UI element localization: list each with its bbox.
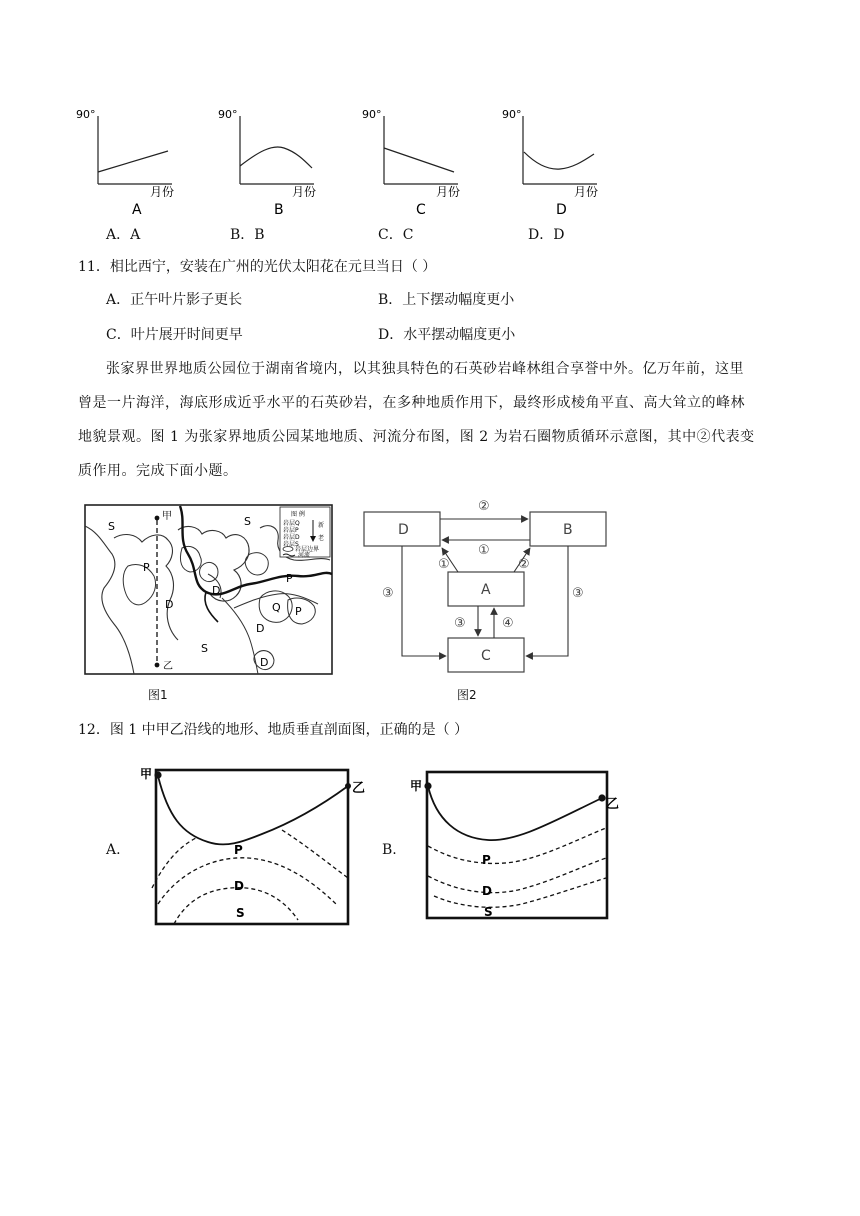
q12-a-label-p: P: [234, 843, 243, 857]
fig2-caption: 图2: [457, 688, 477, 702]
q12-b-label-yi: 乙: [606, 797, 620, 812]
fig1-legend-item-d: 岩层D: [283, 534, 300, 541]
angle-charts: [60, 96, 620, 220]
fig2-arrow-1-left: ①: [438, 557, 450, 572]
fig1-label-d-3: D: [256, 622, 265, 635]
fig2-arrow-4: ④: [502, 616, 514, 631]
fig1-legend-title: 图 例: [291, 511, 305, 518]
chart-d-y-tick: 90°: [502, 108, 522, 121]
chart-b-curve: [240, 147, 312, 168]
passage-line-2: 曾是一片海洋，海底形成近乎水平的石英砂岩，在多种地质作用下，最终形成棱角平直、高大耸立的峰林: [78, 395, 745, 411]
fig2-rock-cycle: [360, 496, 622, 682]
chart-a-letter: A: [132, 202, 142, 218]
chart-a-y-tick: 90°: [76, 108, 96, 121]
chart-b: [218, 108, 316, 218]
q12-profile-b[interactable]: [406, 768, 618, 924]
fig1-legend-new: 新: [318, 522, 325, 529]
fig1-legend-item-q: 岩层Q: [283, 520, 300, 527]
q11-stem: 11．相比西宁，安装在广州的光伏太阳花在元旦当日（ ）: [78, 259, 437, 275]
fig2-arrow-1-mid: ①: [478, 543, 490, 558]
fig1-legend-item-p: 岩层P: [283, 527, 299, 534]
fig1-label-s-2: S: [244, 515, 251, 528]
fig2-arrow-2-right: ②: [518, 557, 530, 572]
passage-line-1: 张家界世界地质公园位于湖南省境内，以其独具特色的石英砂岩峰林组合享誉中外。亿万年前，这里: [106, 361, 744, 377]
fig1-label-s-3: S: [201, 642, 208, 655]
q12-b-label-s: S: [484, 905, 493, 919]
q12-option-a-label[interactable]: A.: [106, 842, 121, 858]
fig1-label-p-3: P: [295, 605, 302, 618]
fig1-label-d-4: D: [260, 656, 269, 669]
fig1-label-q: Q: [272, 601, 281, 614]
fig1-label-s-1: S: [108, 520, 115, 533]
fig2-label-a: A: [481, 582, 491, 598]
chart-c-x-label: 月份: [436, 185, 461, 199]
q11-option-d[interactable]: D．水平摆动幅度更小: [378, 327, 516, 343]
chart-a-x-label: 月份: [150, 185, 175, 199]
chart-b-letter: B: [274, 202, 284, 218]
fig1-legend-boundary: 岩层边界: [295, 546, 320, 553]
chart-c-y-tick: 90°: [362, 108, 382, 121]
q12-b-label-jia: 甲: [410, 779, 423, 793]
chart-d-curve: [524, 152, 594, 169]
chart-a: [76, 108, 174, 218]
q10-option-c[interactable]: C．C: [378, 227, 414, 243]
fig2-arrow-3-left: ③: [382, 586, 394, 601]
chart-c-letter: C: [416, 202, 426, 218]
chart-b-x-label: 月份: [292, 185, 317, 199]
chart-d-x-label: 月份: [574, 185, 599, 199]
fig2-label-b: B: [563, 522, 573, 538]
fig1-legend-river: 河流: [298, 552, 311, 559]
q10-option-a[interactable]: A．A: [106, 227, 141, 243]
fig1-geology-map: [84, 504, 334, 676]
fig2-arrow-3-right: ③: [572, 586, 584, 601]
fig1-label-d-1: D: [165, 598, 174, 611]
chart-c: [362, 108, 460, 218]
passage: [78, 352, 788, 488]
q12-b-label-p: P: [482, 853, 491, 867]
passage-line-3: 地貌景观。图 1 为张家界地质公园某地地质、河流分布图，图 2 为岩石圈物质循环示意图，其中②代表变: [78, 429, 755, 445]
q10-option-b[interactable]: B．B: [230, 227, 265, 243]
q11-option-c[interactable]: C．叶片展开时间更早: [106, 327, 243, 343]
fig2-arrow-3-center: ③: [454, 616, 466, 631]
q11-option-a[interactable]: A．正午叶片影子更长: [106, 292, 243, 308]
q12-a-label-yi: 乙: [352, 781, 366, 796]
fig1-label-d-2: D: [212, 584, 221, 597]
fig1-label-p-1: P: [143, 561, 150, 574]
q11-option-b[interactable]: B．上下摆动幅度更小: [378, 292, 515, 308]
q12-a-label-jia: 甲: [140, 767, 153, 781]
q12-a-label-d: D: [234, 879, 244, 893]
chart-c-curve: [384, 148, 454, 172]
chart-b-y-tick: 90°: [218, 108, 238, 121]
fig1-legend-old: 老: [318, 535, 325, 542]
chart-a-curve: [98, 151, 168, 172]
fig1-caption: 图1: [148, 688, 168, 702]
q12-b-label-d: D: [482, 884, 492, 898]
chart-d-letter: D: [556, 202, 567, 218]
fig2-label-d: D: [398, 522, 409, 538]
q10-option-d[interactable]: D．D: [528, 227, 565, 243]
passage-line-4: 质作用。完成下面小题。: [78, 463, 238, 479]
q12-profile-a[interactable]: [138, 764, 366, 928]
q12-stem: 12．图 1 中甲乙沿线的地形、地质垂直剖面图，正确的是（ ）: [78, 722, 469, 738]
fig1-legend-item-s: 岩层S: [283, 541, 299, 548]
fig2-label-c: C: [481, 648, 491, 664]
q12-option-b-label[interactable]: B.: [382, 842, 397, 858]
fig1-label-p-2: P: [286, 572, 293, 585]
fig2-arrow-2-top: ②: [478, 499, 490, 514]
fig1-label-jia: 甲: [162, 511, 172, 522]
fig1-legend: [280, 507, 330, 559]
fig1-label-yi: 乙: [163, 661, 173, 672]
q12-a-label-s: S: [236, 906, 245, 920]
chart-d: [502, 108, 598, 218]
